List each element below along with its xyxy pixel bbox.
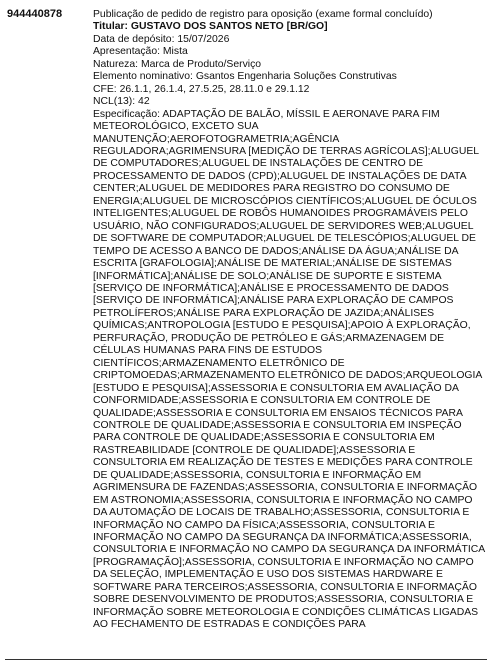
nominative-element-label: Elemento nominativo: — [93, 71, 193, 83]
dispatch-text: Publicação de pedido de registro para oposição (exame formal concluído) — [93, 9, 433, 20]
ncl-line — [93, 96, 485, 108]
specification-value: ADAPTAÇÃO DE BALÃO, MÍSSIL E AERONAVE PARA FIM METEOROLÓGICO, EXCETO SUA MANUTENÇÃO;AEROFOTOGRAMETRIA;AGÊNCIA REGULADORA;AGRIMENSURA [MEDIÇÃO DE TERRAS AGRÍCOLAS];ALUGUEL DE COMPUTADORES;ALUGUEL DE INSTALAÇÕES DE CENTRO DE PROCESSAMENTO DE DADOS (CPD);ALUGUEL DE INSTALAÇÕES DE DATA CENTER;ALUGUEL DE MEDIDORES PARA REGISTRO DO CONSUMO DE ENERGIA;ALUGUEL DE MICROSCÓPIOS CIENTÍFICOS;ALUGUEL DE ÓCULOS INTELIGENTES;ALUGUEL DE ROBÔS HUMANOIDES PROGRAMÁVEIS PELO USUÁRIO, NÃO CONFIGURADOS;ALUGUEL DE SERVIDORES WEB;ALUGUEL DE SOFTWARE DE COMPUTADOR;ALUGUEL DE TELESCÓPIOS;ALUGUEL DE TEMPO DE ACESSO A BANCO DE DADOS;ANÁLISE DA ÁGUA;ANÁLISE DA ESCRITA [GRAFOLOGIA];ANÁLISE DE MATERIAL;ANÁLISE DE SISTEMAS [INFORMÁTICA];ANÁLISE DE SOLO;ANÁLISE DE SUPORTE E SISTEMA [SERVIÇO DE INFORMÁTICA];ANÁLISE E PROCESSAMENTO DE DADOS [SERVIÇO DE INFORMÁTICA];ANÁLISE PARA EXPLORAÇÃO DE CAMPOS PETROLÍFEROS;ANÁLISE PARA EXPLORAÇÃO DE JAZIDA;ANÁLISES QUÍMICAS;ANTROPOLOGIA [ESTUDO E PESQUISA];APOIO À EXPLORAÇÃO, PERFURAÇÃO, PRODUÇÃO DE PETRÓLEO E GÁS;ARMAZENAGEM DE CÉLULAS HUMANAS PARA FINS DE ESTUDOS CIENTÍFICOS;ARMAZENAMENTO ELETRÔNICO DE CRIPTOMOEDAS;ARMAZENAMENTO ELETRÔNICO DE DADOS;ARQUEOLOGIA [ESTUDO E PESQUISA];ASSESSORIA E CONSULTORIA EM AVALIAÇÃO DA CONFORMIDADE;ASSESSORIA E CONSULTORIA EM CONTROLE DE QUALIDADE;ASSESSORIA E CONSULTORIA EM ENSAIOS TÉCNICOS PARA CONTROLE DE QUALIDADE;ASSESSORIA E CONSULTORIA EM INSPEÇÃO PARA CONTROLE DE QUALIDADE;ASSESSORIA E CONSULTORIA EM RASTREABILIDADE [CONTROLE DE QUALIDADE];ASSESSORIA E CONSULTORIA EM REALIZAÇÃO DE TESTES E MEDIÇÕES PARA CONTROLE DE QUALIDADE;ASSESSORIA, CONSULTORIA E INFORMAÇÃO EM AGRIMENSURA DE FAZENDAS;ASSESSORIA, CONSULTORIA E INFORMAÇÃO EM ASTRONOMIA;ASSESSORIA, CONSULTORIA E INFORMAÇÃO NO CAMPO DA AUTOMAÇÃO DE LOCAIS DE TRABALHO;ASSESSORIA, CONSULTORIA E INFORMAÇÃO NO CAMPO DA FÍSICA;ASSESSORIA, CONSULTORIA E INFORMAÇÃO NO CAMPO DA SEGURANÇA DA INFORMÁTICA;ASSESSORIA, CONSULTORIA E INFORMAÇÃO NO CAMPO DA SEGURANÇA DA INFORMÁTICA [PROGRAMAÇÃO];ASSESSORIA, CONSULTORIA E INFORMAÇÃO NO CAMPO DA SELEÇÃO, IMPLEMENTAÇÃO E USO DOS SISTEMAS HARDWARE E SOFTWARE PARA TERCEIROS;ASSESSORIA, CONSULTORIA E INFORMAÇÃO SOBRE DESENVOLVIMENTO DE PRODUTOS;ASSESSORIA, CONSULTORIA E INFORMAÇÃO SOBRE METEOROLOGIA E CONDIÇÕES CLIMÁTICAS LIGADAS AO FECHAMENTO DE ESTRADAS E CONDIÇÕES PARA — [93, 108, 485, 631]
specification-label: Especificação: — [93, 108, 160, 120]
filing-date-label: Data de depósito: — [93, 33, 175, 45]
trademark-entry — [93, 9, 485, 632]
ncl-value: 42 — [138, 96, 150, 108]
holder-label: Titular: — [93, 21, 129, 33]
ncl-label: NCL(13): — [93, 96, 136, 108]
cfe-label: CFE: — [93, 83, 117, 95]
nominative-element-value: Gsantos Engenharia Soluções Construtivas — [195, 71, 397, 83]
cfe-value: 26.1.1, 26.1.4, 27.5.25, 28.11.0 e 29.1.12 — [119, 83, 310, 95]
nominative-element-line — [93, 71, 485, 83]
presentation-line — [93, 46, 485, 58]
nature-value: Marca de Produto/Serviço — [140, 58, 262, 70]
presentation-value: Mista — [162, 46, 188, 58]
filing-date-value: 15/07/2026 — [177, 33, 230, 45]
process-number: 944440878 — [7, 8, 63, 20]
filing-date-line — [93, 34, 485, 46]
dispatch-line — [93, 9, 485, 21]
bottom-separator — [5, 659, 487, 660]
holder-line — [93, 21, 485, 33]
presentation-label: Apresentação: — [93, 46, 161, 58]
nature-line — [93, 59, 485, 71]
holder-value: GUSTAVO DOS SANTOS NETO [BR/GO] — [130, 21, 328, 33]
nature-label: Natureza: — [93, 58, 139, 70]
cfe-line — [93, 84, 485, 96]
specification-block — [93, 109, 485, 632]
